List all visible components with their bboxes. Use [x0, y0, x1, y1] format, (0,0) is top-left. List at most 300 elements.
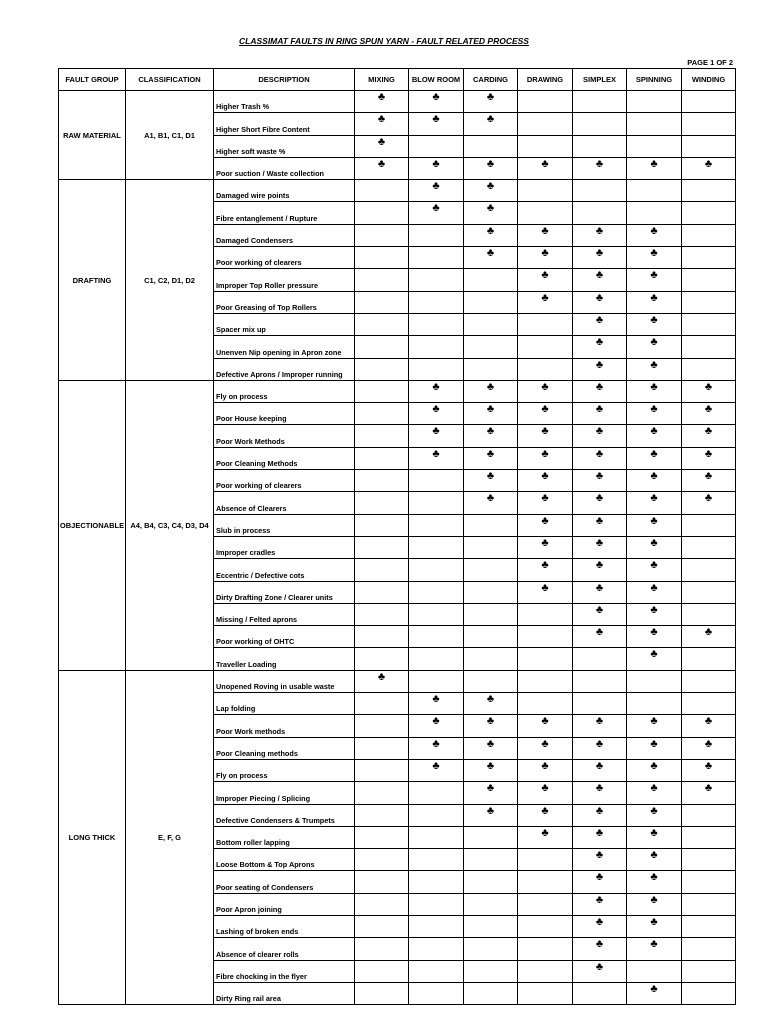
winding-cell [682, 715, 736, 737]
club-mark-icon: ♣ [486, 715, 495, 728]
winding-cell [682, 982, 736, 1004]
mixing-cell [355, 871, 409, 893]
spinning-cell [627, 893, 682, 915]
carding-cell [464, 113, 518, 135]
simplex-cell [573, 358, 627, 380]
club-mark-icon: ♣ [377, 157, 386, 170]
club-mark-icon: ♣ [650, 982, 658, 995]
simplex-cell [573, 492, 627, 514]
club-mark-icon: ♣ [704, 425, 713, 438]
club-mark-icon: ♣ [486, 224, 495, 237]
club-mark-icon: ♣ [486, 247, 495, 260]
carding-cell [464, 269, 518, 291]
drawing-cell [518, 180, 573, 202]
carding-cell [464, 135, 518, 157]
blow-room-cell [409, 291, 464, 313]
blow-room-cell [409, 871, 464, 893]
drawing-cell [518, 336, 573, 358]
club-mark-icon: ♣ [432, 403, 440, 416]
drawing-cell [518, 915, 573, 937]
spinning-cell [627, 826, 682, 848]
mixing-cell [355, 693, 409, 715]
club-mark-icon: ♣ [595, 247, 604, 260]
club-mark-icon: ♣ [595, 849, 604, 862]
table-row [59, 380, 736, 402]
mixing-cell [355, 982, 409, 1004]
mixing-cell [355, 202, 409, 224]
club-mark-icon: ♣ [541, 224, 549, 237]
carding-cell [464, 581, 518, 603]
spinning-cell [627, 715, 682, 737]
club-mark-icon: ♣ [595, 358, 604, 371]
drawing-cell [518, 737, 573, 759]
club-mark-icon: ♣ [650, 915, 658, 928]
simplex-cell [573, 960, 627, 982]
header-drawing: DRAWING [518, 69, 573, 91]
winding-cell [682, 224, 736, 246]
description-cell: Absence of Clearers [214, 492, 355, 514]
club-mark-icon: ♣ [650, 403, 658, 416]
spinning-cell [627, 871, 682, 893]
winding-cell [682, 536, 736, 558]
simplex-cell [573, 581, 627, 603]
description-cell: Poor Greasing of Top Rollers [214, 291, 355, 313]
blow-room-cell [409, 536, 464, 558]
blow-room-cell [409, 492, 464, 514]
spinning-cell [627, 492, 682, 514]
fault-group-cell: OBJECTIONABLE [59, 380, 126, 670]
blow-room-cell [409, 113, 464, 135]
club-mark-icon: ♣ [541, 157, 549, 170]
club-mark-icon: ♣ [486, 180, 495, 193]
winding-cell [682, 380, 736, 402]
club-mark-icon: ♣ [595, 782, 604, 795]
drawing-cell [518, 536, 573, 558]
club-mark-icon: ♣ [704, 403, 713, 416]
blow-room-cell [409, 91, 464, 113]
simplex-cell [573, 938, 627, 960]
club-mark-icon: ♣ [704, 470, 713, 483]
club-mark-icon: ♣ [650, 514, 658, 527]
winding-cell [682, 514, 736, 536]
club-mark-icon: ♣ [541, 380, 549, 393]
spinning-cell [627, 91, 682, 113]
drawing-cell [518, 603, 573, 625]
club-mark-icon: ♣ [650, 626, 658, 639]
club-mark-icon: ♣ [595, 737, 604, 750]
mixing-cell [355, 157, 409, 179]
spinning-cell [627, 135, 682, 157]
blow-room-cell [409, 514, 464, 536]
spinning-cell [627, 358, 682, 380]
club-mark-icon: ♣ [432, 157, 440, 170]
club-mark-icon: ♣ [486, 804, 495, 817]
club-mark-icon: ♣ [650, 893, 658, 906]
winding-cell [682, 603, 736, 625]
mixing-cell [355, 492, 409, 514]
club-mark-icon: ♣ [595, 425, 604, 438]
carding-cell [464, 759, 518, 781]
blow-room-cell [409, 626, 464, 648]
club-mark-icon: ♣ [432, 447, 440, 460]
club-mark-icon: ♣ [432, 715, 440, 728]
winding-cell [682, 648, 736, 670]
mixing-cell [355, 559, 409, 581]
blow-room-cell [409, 224, 464, 246]
blow-room-cell [409, 648, 464, 670]
carding-cell [464, 648, 518, 670]
carding-cell [464, 536, 518, 558]
winding-cell [682, 157, 736, 179]
club-mark-icon: ♣ [650, 291, 658, 304]
spinning-cell [627, 938, 682, 960]
drawing-cell [518, 291, 573, 313]
simplex-cell [573, 202, 627, 224]
header-blow-room: BLOW ROOM [409, 69, 464, 91]
description-cell: Fly on process [214, 759, 355, 781]
carding-cell [464, 403, 518, 425]
mixing-cell [355, 313, 409, 335]
blow-room-cell [409, 157, 464, 179]
description-cell: Traveller Loading [214, 648, 355, 670]
winding-cell [682, 626, 736, 648]
blow-room-cell [409, 403, 464, 425]
club-mark-icon: ♣ [595, 403, 604, 416]
blow-room-cell [409, 982, 464, 1004]
fault-group-cell: DRAFTING [59, 180, 126, 381]
carding-cell [464, 447, 518, 469]
winding-cell [682, 247, 736, 269]
club-mark-icon: ♣ [377, 91, 386, 103]
club-mark-icon: ♣ [650, 492, 658, 505]
simplex-cell [573, 826, 627, 848]
blow-room-cell [409, 737, 464, 759]
blow-room-cell [409, 380, 464, 402]
spinning-cell [627, 670, 682, 692]
blow-room-cell [409, 804, 464, 826]
club-mark-icon: ♣ [432, 380, 440, 393]
description-cell: Slub in process [214, 514, 355, 536]
mixing-cell [355, 91, 409, 113]
club-mark-icon: ♣ [650, 648, 658, 661]
winding-cell [682, 871, 736, 893]
description-cell: Higher Short Fibre Content [214, 113, 355, 135]
drawing-cell [518, 581, 573, 603]
spinning-cell [627, 380, 682, 402]
spinning-cell [627, 247, 682, 269]
spinning-cell [627, 447, 682, 469]
winding-cell [682, 425, 736, 447]
mixing-cell [355, 938, 409, 960]
carding-cell [464, 893, 518, 915]
mixing-cell [355, 626, 409, 648]
winding-cell [682, 291, 736, 313]
club-mark-icon: ♣ [650, 603, 658, 616]
header-winding: WINDING [682, 69, 736, 91]
simplex-cell [573, 336, 627, 358]
description-cell: Fly on process [214, 380, 355, 402]
club-mark-icon: ♣ [541, 514, 549, 527]
carding-cell [464, 782, 518, 804]
blow-room-cell [409, 202, 464, 224]
club-mark-icon: ♣ [650, 247, 658, 260]
club-mark-icon: ♣ [595, 313, 604, 326]
drawing-cell [518, 514, 573, 536]
spinning-cell [627, 113, 682, 135]
winding-cell [682, 915, 736, 937]
winding-cell [682, 202, 736, 224]
club-mark-icon: ♣ [541, 581, 549, 594]
simplex-cell [573, 180, 627, 202]
spinning-cell [627, 514, 682, 536]
club-mark-icon: ♣ [541, 492, 549, 505]
club-mark-icon: ♣ [595, 536, 604, 549]
mixing-cell [355, 737, 409, 759]
club-mark-icon: ♣ [595, 447, 604, 460]
club-mark-icon: ♣ [650, 269, 658, 282]
description-cell: Defective Condensers & Trumpets [214, 804, 355, 826]
description-cell: Dirty Ring rail area [214, 982, 355, 1004]
carding-cell [464, 470, 518, 492]
mixing-cell [355, 581, 409, 603]
description-cell: Poor working of OHTC [214, 626, 355, 648]
description-cell: Improper cradles [214, 536, 355, 558]
club-mark-icon: ♣ [432, 91, 440, 103]
club-mark-icon: ♣ [541, 804, 549, 817]
club-mark-icon: ♣ [595, 960, 604, 973]
carding-cell [464, 180, 518, 202]
winding-cell [682, 403, 736, 425]
spinning-cell [627, 470, 682, 492]
drawing-cell [518, 403, 573, 425]
mixing-cell [355, 113, 409, 135]
club-mark-icon: ♣ [432, 180, 440, 193]
club-mark-icon: ♣ [377, 670, 386, 683]
mixing-cell [355, 269, 409, 291]
fault-group-cell: RAW MATERIAL [59, 91, 126, 180]
club-mark-icon: ♣ [541, 715, 549, 728]
drawing-cell [518, 269, 573, 291]
description-cell: Improper Piecing / Splicing [214, 782, 355, 804]
club-mark-icon: ♣ [704, 380, 713, 393]
description-cell: Unenven Nip opening in Apron zone [214, 336, 355, 358]
drawing-cell [518, 425, 573, 447]
simplex-cell [573, 157, 627, 179]
simplex-cell [573, 715, 627, 737]
description-cell: Fibre chocking in the flyer [214, 960, 355, 982]
club-mark-icon: ♣ [486, 447, 495, 460]
description-cell: Poor Work methods [214, 715, 355, 737]
blow-room-cell [409, 603, 464, 625]
spinning-cell [627, 759, 682, 781]
spinning-cell [627, 536, 682, 558]
drawing-cell [518, 960, 573, 982]
club-mark-icon: ♣ [432, 202, 440, 215]
blow-room-cell [409, 759, 464, 781]
club-mark-icon: ♣ [486, 91, 495, 103]
simplex-cell [573, 648, 627, 670]
club-mark-icon: ♣ [650, 380, 658, 393]
club-mark-icon: ♣ [595, 938, 604, 951]
club-mark-icon: ♣ [486, 782, 495, 795]
drawing-cell [518, 559, 573, 581]
club-mark-icon: ♣ [595, 470, 604, 483]
description-cell: Higher Trash % [214, 91, 355, 113]
table-row [59, 180, 736, 202]
mixing-cell [355, 291, 409, 313]
spinning-cell [627, 782, 682, 804]
blow-room-cell [409, 670, 464, 692]
mixing-cell [355, 648, 409, 670]
carding-cell [464, 849, 518, 871]
club-mark-icon: ♣ [541, 782, 549, 795]
club-mark-icon: ♣ [486, 737, 495, 750]
blow-room-cell [409, 358, 464, 380]
mixing-cell [355, 782, 409, 804]
mixing-cell [355, 849, 409, 871]
drawing-cell [518, 202, 573, 224]
winding-cell [682, 693, 736, 715]
simplex-cell [573, 782, 627, 804]
club-mark-icon: ♣ [595, 224, 604, 237]
drawing-cell [518, 849, 573, 871]
winding-cell [682, 358, 736, 380]
spinning-cell [627, 425, 682, 447]
simplex-cell [573, 804, 627, 826]
winding-cell [682, 782, 736, 804]
club-mark-icon: ♣ [595, 893, 604, 906]
drawing-cell [518, 826, 573, 848]
mixing-cell [355, 759, 409, 781]
fault-group-cell: LONG THICK [59, 670, 126, 1004]
carding-cell [464, 603, 518, 625]
spinning-cell [627, 737, 682, 759]
description-cell: Unopened Roving in usable waste [214, 670, 355, 692]
mixing-cell [355, 336, 409, 358]
winding-cell [682, 804, 736, 826]
mixing-cell [355, 224, 409, 246]
club-mark-icon: ♣ [704, 715, 713, 728]
carding-cell [464, 715, 518, 737]
club-mark-icon: ♣ [704, 737, 713, 750]
club-mark-icon: ♣ [541, 759, 549, 772]
table-row [59, 91, 736, 113]
blow-room-cell [409, 336, 464, 358]
simplex-cell [573, 247, 627, 269]
club-mark-icon: ♣ [486, 492, 495, 505]
club-mark-icon: ♣ [704, 782, 713, 795]
classification-cell: A1, B1, C1, D1 [126, 91, 214, 180]
blow-room-cell [409, 447, 464, 469]
carding-cell [464, 938, 518, 960]
blow-room-cell [409, 247, 464, 269]
club-mark-icon: ♣ [595, 871, 604, 884]
club-mark-icon: ♣ [650, 358, 658, 371]
carding-cell [464, 313, 518, 335]
spinning-cell [627, 693, 682, 715]
club-mark-icon: ♣ [704, 626, 713, 639]
club-mark-icon: ♣ [486, 380, 495, 393]
description-cell: Missing / Felted aprons [214, 603, 355, 625]
description-cell: Higher soft waste % [214, 135, 355, 157]
spinning-cell [627, 648, 682, 670]
drawing-cell [518, 157, 573, 179]
mixing-cell [355, 715, 409, 737]
description-cell: Defective Aprons / Improper running [214, 358, 355, 380]
spinning-cell [627, 849, 682, 871]
drawing-cell [518, 871, 573, 893]
carding-cell [464, 626, 518, 648]
club-mark-icon: ♣ [541, 403, 549, 416]
club-mark-icon: ♣ [595, 715, 604, 728]
mixing-cell [355, 380, 409, 402]
description-cell: Spacer mix up [214, 313, 355, 335]
carding-cell [464, 670, 518, 692]
spinning-cell [627, 313, 682, 335]
carding-cell [464, 737, 518, 759]
club-mark-icon: ♣ [704, 447, 713, 460]
club-mark-icon: ♣ [650, 826, 658, 839]
drawing-cell [518, 782, 573, 804]
simplex-cell [573, 982, 627, 1004]
header-row [59, 69, 736, 91]
carding-cell [464, 224, 518, 246]
simplex-cell [573, 135, 627, 157]
simplex-cell [573, 269, 627, 291]
winding-cell [682, 180, 736, 202]
simplex-cell [573, 514, 627, 536]
club-mark-icon: ♣ [650, 224, 658, 237]
mixing-cell [355, 447, 409, 469]
page-number: PAGE 1 OF 2 [687, 58, 733, 67]
carding-cell [464, 559, 518, 581]
mixing-cell [355, 180, 409, 202]
simplex-cell [573, 559, 627, 581]
winding-cell [682, 826, 736, 848]
carding-cell [464, 826, 518, 848]
simplex-cell [573, 849, 627, 871]
club-mark-icon: ♣ [650, 759, 658, 772]
drawing-cell [518, 626, 573, 648]
club-mark-icon: ♣ [595, 291, 604, 304]
club-mark-icon: ♣ [486, 693, 495, 706]
mixing-cell [355, 135, 409, 157]
mixing-cell [355, 425, 409, 447]
club-mark-icon: ♣ [541, 447, 549, 460]
blow-room-cell [409, 313, 464, 335]
simplex-cell [573, 380, 627, 402]
drawing-cell [518, 135, 573, 157]
club-mark-icon: ♣ [650, 313, 658, 326]
carding-cell [464, 514, 518, 536]
simplex-cell [573, 915, 627, 937]
winding-cell [682, 670, 736, 692]
club-mark-icon: ♣ [595, 915, 604, 928]
winding-cell [682, 492, 736, 514]
classification-cell: E, F, G [126, 670, 214, 1004]
club-mark-icon: ♣ [650, 336, 658, 349]
simplex-cell [573, 737, 627, 759]
club-mark-icon: ♣ [541, 269, 549, 282]
simplex-cell [573, 871, 627, 893]
carding-cell [464, 91, 518, 113]
simplex-cell [573, 291, 627, 313]
description-cell: Eccentric / Defective cots [214, 559, 355, 581]
winding-cell [682, 269, 736, 291]
spinning-cell [627, 915, 682, 937]
description-cell: Poor Apron joining [214, 893, 355, 915]
club-mark-icon: ♣ [595, 804, 604, 817]
